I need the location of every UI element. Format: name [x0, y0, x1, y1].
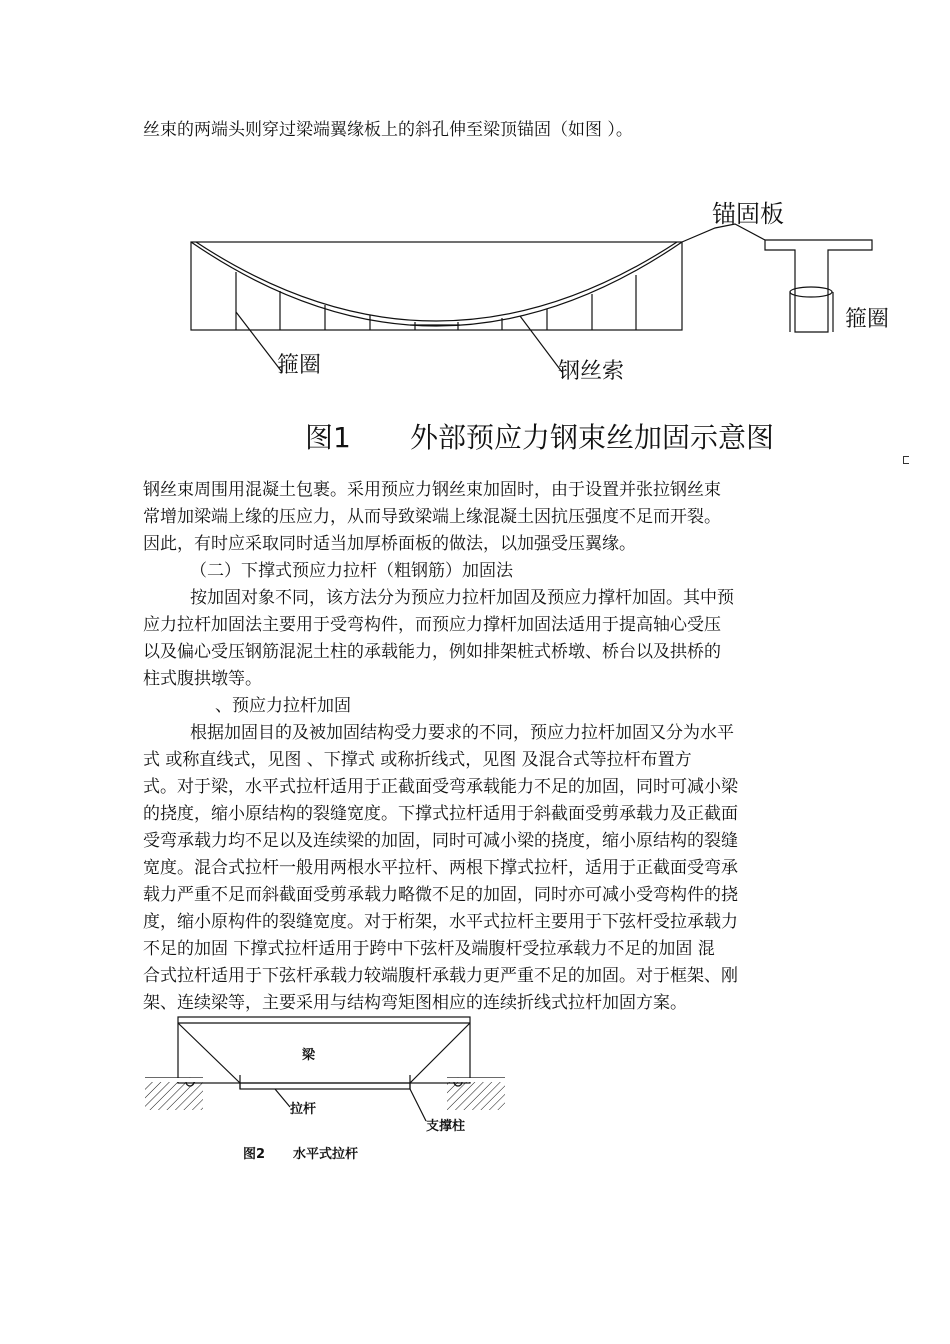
para3-line: 式 或称直线式，见图 、下撑式 或称折线式，见图 及混合式等拉杆布置方 — [143, 750, 692, 770]
para3-line: 度，缩小原构件的裂缝宽度。对于桁架，水平式拉杆主要用于下弦杆受拉承载力 — [143, 912, 738, 932]
figure-2 — [0, 1005, 950, 1175]
fig1-leader-stirrup — [236, 312, 282, 372]
para1-line: 钢丝束周围用混凝土包裹。采用预应力钢丝束加固时，由于设置并张拉钢丝束 — [143, 480, 721, 500]
para3-line: 载力严重不足而斜截面受剪承载力略微不足的加固，同时亦可减小受弯构件的挠 — [143, 885, 738, 905]
fig2-support-label: 支撑柱 — [426, 1119, 466, 1134]
fig2-beam — [178, 1017, 470, 1083]
section-heading-3: 、预应力拉杆加固 — [215, 696, 351, 716]
para3-line: 的挠度，缩小原结构的裂缝宽度。下撑式拉杆适用于斜截面受剪承载力及正截面 — [143, 804, 738, 824]
fig1-caption-number: 图1 — [305, 421, 351, 454]
fig2-ground-left — [145, 1078, 203, 1110]
fig1-leader-cable — [520, 316, 562, 372]
fig1-caption-text: 外部预应力钢束丝加固示意图 — [410, 421, 775, 454]
para3-line: 根据加固目的及被加固结构受力要求的不同，预应力拉杆加固又分为水平 — [190, 723, 734, 743]
para1-line: 常增加梁端上缘的压应力，从而导致梁端上缘混凝土因抗压强度不足而开裂。 — [143, 507, 721, 527]
para2-line: 柱式腹拱墩等。 — [143, 669, 262, 689]
para2-line: 应力拉杆加固法主要用于受弯构件，而预应力撑杆加固法适用于提高轴心受压 — [143, 615, 721, 635]
figure-1 — [0, 0, 950, 470]
fig1-stirrup-left-label: 箍圈 — [277, 353, 322, 378]
para2-line: 以及偏心受压钢筋混泥土柱的承载能力，例如排架桩式桥墩、桥台以及拱桥的 — [143, 642, 721, 662]
para3-line: 合式拉杆适用于下弦杆承载力较端腹杆承载力更严重不足的加固。对于框架、刚 — [143, 966, 738, 986]
fig2-tie-rod-label: 拉杆 — [290, 1102, 317, 1117]
section-heading-2: （二）下撑式预应力拉杆（粗钢筋）加固法 — [190, 561, 513, 581]
para2-line: 按加固对象不同，该方法分为预应力拉杆加固及预应力撑杆加固。其中预 — [190, 588, 734, 608]
fig2-beam-label: 梁 — [302, 1048, 316, 1063]
fig2-caption-number: 图2 — [243, 1147, 266, 1162]
para3-line: 不足的加固 下撑式拉杆适用于跨中下弦杆及端腹杆受拉承载力不足的加固 混 — [143, 939, 715, 959]
fig1-stirrup-right-label: 箍圈 — [845, 307, 890, 332]
para3-line: 受弯承载力均不足以及连续梁的加固，同时可减小梁的挠度，缩小原结构的裂缝 — [143, 831, 738, 851]
para3-line: 架、连续梁等，主要采用与结构弯矩图相应的连续折线式拉杆加固方案。 — [143, 993, 687, 1013]
fig2-caption-text: 水平式拉杆 — [293, 1147, 359, 1162]
para3-line: 宽度。混合式拉杆一般用两根水平拉杆、两根下撑式拉杆，适用于正截面受弯承 — [143, 858, 738, 878]
para3-line: 式。对于梁，水平式拉杆适用于正截面受弯承载能力不足的加固，同时可减小梁 — [143, 777, 738, 797]
para1-line: 因此，有时应采取同时适当加厚桥面板的做法，以加强受压翼缘。 — [143, 534, 636, 554]
intro-line: 丝束的两端头则穿过梁端翼缘板上的斜孔伸至梁顶锚固（如图 ）。 — [143, 120, 633, 140]
fig1-beam-outline — [191, 242, 682, 330]
fig1-cable-curve — [191, 242, 682, 326]
fig1-steel-cable-label: 钢丝索 — [558, 359, 625, 384]
fig1-anchor-plate-label: 锚固板 — [712, 200, 784, 228]
fig2-ground-right — [447, 1078, 505, 1110]
corner-mark — [903, 456, 909, 464]
fig2-tie-rod — [240, 1083, 410, 1089]
